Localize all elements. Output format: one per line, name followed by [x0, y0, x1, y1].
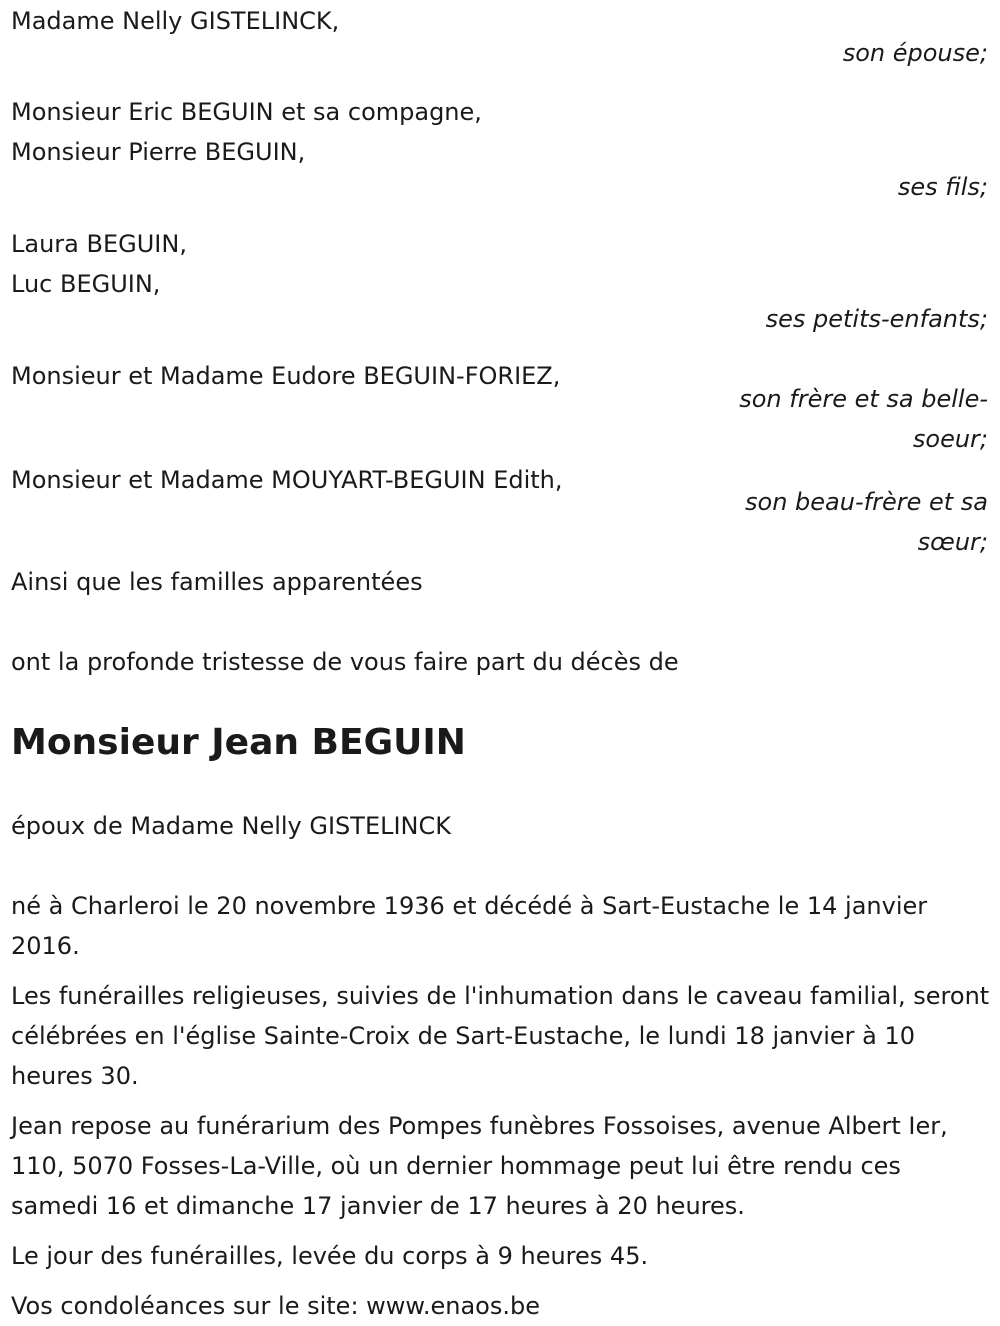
departure-paragraph: Le jour des funérailles, levée du corps à 9 heures 45.	[11, 1242, 649, 1270]
funeral-paragraph: Les funérailles religieuses, suivies de l'inhumation dans le caveau familial, seront célébrées en l'église Sainte-Croix de Sart-Eustache, le lundi 18 janvier à 10 heures 30.	[11, 982, 990, 1090]
spouse-line: Madame Nelly GISTELINCK,	[11, 7, 340, 35]
family-group-grandchildren	[11, 224, 990, 334]
grandchild-line-1: Laura BEGUIN,	[11, 230, 187, 258]
visitation-paragraph: Jean repose au funérarium des Pompes funèbres Fossoises, avenue Albert Ier, 110, 5070 Fosses-La-Ville, où un dernier hommage peut lui être rendu ces samedi 16 et dimanche 17 janvier de 17 heures à 20 heures.	[11, 1112, 948, 1220]
family-group-sister	[11, 460, 990, 562]
birth-death-paragraph: né à Charleroi le 20 novembre 1936 et décédé à Sart-Eustache le 14 janvier 2016.	[11, 892, 928, 960]
obituary-document	[11, 0, 990, 1326]
announcement-intro: ont la profonde tristesse de vous faire part du décès de	[11, 648, 679, 676]
relatives-line: Ainsi que les familles apparentées	[11, 568, 423, 596]
sister-relation: son beau-frère et sa sœur;	[745, 488, 988, 556]
grandchildren-relation: ses petits-enfants;	[765, 305, 988, 333]
family-group-spouse	[11, 0, 990, 70]
son-line-2: Monsieur Pierre BEGUIN,	[11, 138, 306, 166]
condolences-paragraph: Vos condoléances sur le site: www.enaos.be	[11, 1292, 540, 1320]
spouse-relation: son épouse;	[842, 39, 988, 67]
brother-relation: son frère et sa belle-soeur;	[739, 385, 988, 453]
grandchild-line-2: Luc BEGUIN,	[11, 270, 161, 298]
spouse-of-line: époux de Madame Nelly GISTELINCK	[11, 812, 452, 840]
brother-line: Monsieur et Madame Eudore BEGUIN-FORIEZ,	[11, 362, 561, 390]
family-group-sons	[11, 92, 990, 202]
son-line-1: Monsieur Eric BEGUIN et sa compagne,	[11, 98, 482, 126]
sister-line: Monsieur et Madame MOUYART-BEGUIN Edith,	[11, 466, 563, 494]
sons-relation: ses fils;	[897, 173, 988, 201]
family-group-brother	[11, 356, 990, 460]
deceased-name: Monsieur Jean BEGUIN	[11, 722, 466, 763]
